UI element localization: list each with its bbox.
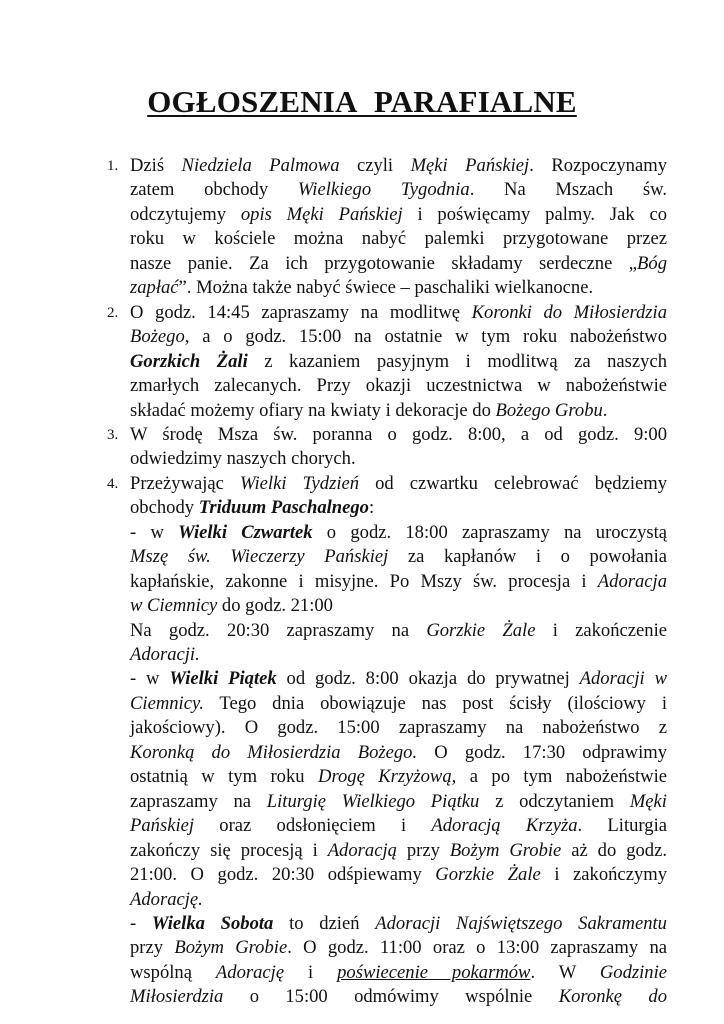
emphasis-text: Adoracją bbox=[327, 839, 397, 861]
text: ostatnią w tym roku bbox=[130, 766, 319, 788]
emphasis-text: Bożym Grobie bbox=[174, 937, 288, 959]
emphasis-text: poświecenie pokarmów bbox=[337, 961, 531, 983]
item-4-line bbox=[130, 643, 667, 667]
text: Dziś bbox=[130, 155, 182, 176]
emphasis-text: Adoracji w bbox=[579, 668, 667, 690]
emphasis-text: w Ciemnicy bbox=[130, 595, 218, 617]
item-4-line bbox=[130, 985, 667, 1009]
emphasis-text: Bożego bbox=[130, 326, 185, 348]
text: - w bbox=[130, 521, 179, 543]
emphasis-text: Adoracja bbox=[597, 570, 667, 592]
emphasis-text: Liturgię Wielkiego Piątku bbox=[266, 790, 480, 812]
text: nasze panie. Za ich przygotowanie składamy serdeczne „ bbox=[130, 252, 638, 274]
item-4-line bbox=[130, 741, 667, 765]
emphasis-text: Wielki Piątek bbox=[169, 668, 277, 690]
emphasis-text: Wielka Sobota bbox=[151, 912, 274, 934]
text: składać możemy ofiary na kwiaty i dekoracje do bbox=[130, 399, 496, 421]
emphasis-text: Męki Pańskiej bbox=[410, 155, 530, 176]
text: . Na Mszach św. bbox=[469, 179, 668, 201]
item-4-line bbox=[130, 765, 667, 789]
text: od godz. 8:00 okazja do prywatnej bbox=[276, 668, 580, 690]
emphasis-text: zapłać bbox=[130, 277, 179, 299]
emphasis-text: Adorację. bbox=[130, 888, 203, 910]
text: zatem obchody bbox=[130, 179, 298, 201]
item-4-line bbox=[130, 667, 667, 691]
emphasis-text: Bożym Grobie bbox=[449, 839, 562, 861]
emphasis-text: Pańskiej bbox=[130, 815, 195, 837]
item-2-line bbox=[130, 374, 667, 398]
text: zakończy się procesją i bbox=[130, 839, 328, 861]
item-2-line bbox=[130, 399, 667, 423]
item-1-line bbox=[130, 252, 667, 276]
title-text: OGŁOSZENIA PARAFIALNE bbox=[147, 84, 577, 119]
text: - bbox=[130, 912, 152, 934]
text: . W bbox=[530, 961, 600, 983]
text: i bbox=[284, 961, 338, 983]
emphasis-text: Triduum Paschalnego bbox=[198, 497, 369, 519]
item-number: 4. bbox=[107, 475, 119, 492]
text: . bbox=[602, 399, 608, 421]
item-number: 1. bbox=[107, 158, 119, 174]
item-4-line bbox=[130, 912, 667, 936]
text: O godz. 14:45 zapraszamy na modlitwę bbox=[130, 301, 472, 323]
text: to dzień bbox=[273, 912, 376, 934]
item-3-line bbox=[130, 423, 667, 447]
item-4-line bbox=[130, 814, 667, 838]
emphasis-text: Adoracji. bbox=[130, 644, 200, 665]
item-4-line bbox=[130, 521, 667, 545]
text: o 15:00 odmówimy wspólnie bbox=[223, 986, 559, 1008]
emphasis-text: Wielki Czwartek bbox=[178, 521, 313, 543]
emphasis-text: Koronki do Miłosierdzia bbox=[471, 301, 668, 323]
text: oraz odsłonięciem i bbox=[194, 815, 432, 837]
text: zapraszamy na bbox=[130, 790, 267, 812]
emphasis-text: Gorzkie Żale bbox=[435, 864, 541, 886]
text: , a o godz. 15:00 na ostatnie w tym roku nabożeństwo bbox=[184, 326, 667, 348]
item-4-line bbox=[130, 570, 667, 594]
emphasis-text: Mszę św. Wieczerzy Pańskiej bbox=[130, 546, 389, 568]
text: przy bbox=[396, 839, 450, 861]
text: wspólną bbox=[130, 961, 216, 983]
text: zmarłych zalecanych. Przy okazji uczestnictwa w nabożeństwie bbox=[130, 375, 667, 397]
item-1-line bbox=[130, 203, 667, 227]
emphasis-text: Bożego Grobu bbox=[495, 399, 603, 421]
emphasis-text: Drogę Krzyżową, bbox=[318, 766, 457, 788]
emphasis-text: Wielkiego Tygodnia bbox=[297, 179, 470, 201]
item-number: 2. bbox=[107, 304, 119, 321]
text: W środę Msza św. poranna o godz. 8:00, a od godz. 9:00 bbox=[130, 423, 667, 445]
item-2-line bbox=[130, 325, 667, 349]
text: i poświęcamy palmy. Jak co bbox=[402, 203, 668, 225]
text: od czwartku celebrować będziemy bbox=[359, 472, 668, 494]
text: do godz. 21:00 bbox=[217, 595, 333, 617]
text: z kazaniem pasyjnym i modlitwą za naszych bbox=[247, 350, 667, 372]
emphasis-text: Niedziela Palmowa bbox=[181, 155, 340, 176]
emphasis-text: Męki bbox=[629, 790, 667, 812]
emphasis-text: Gorzkich Żali bbox=[130, 350, 248, 372]
emphasis-text: Adorację bbox=[215, 961, 285, 983]
page-title bbox=[0, 84, 724, 120]
emphasis-text: Koronką do Miłosierdzia Bożego. bbox=[130, 741, 418, 763]
item-4-line bbox=[130, 594, 667, 618]
emphasis-text: Miłosierdzia bbox=[130, 986, 224, 1008]
text: odczytujemy bbox=[130, 203, 241, 225]
text: O godz. 17:30 odprawimy bbox=[417, 741, 667, 763]
text: Przeżywając bbox=[130, 472, 241, 494]
item-2-line bbox=[130, 350, 667, 374]
text: jakościowy). O godz. 15:00 zapraszamy na nabożeństwo z bbox=[130, 717, 667, 739]
item-4-line bbox=[130, 692, 667, 716]
text: obchody bbox=[130, 497, 199, 519]
text: o godz. 18:00 zapraszamy na uroczystą bbox=[312, 521, 668, 543]
text: - w bbox=[130, 668, 170, 690]
item-4-line bbox=[130, 619, 667, 643]
emphasis-text: Godzinie bbox=[599, 961, 668, 983]
text: roku w kościele można nabyć palemki przygotowane przez bbox=[130, 228, 667, 250]
item-4-line bbox=[130, 888, 667, 912]
text: aż do godz. bbox=[561, 839, 667, 861]
text: 21:00. O godz. 20:30 odśpiewamy bbox=[130, 864, 436, 886]
text: a po tym nabożeństwie bbox=[456, 766, 667, 788]
item-3-line bbox=[130, 447, 667, 471]
text: Na godz. 20:30 zapraszamy na bbox=[130, 619, 427, 641]
emphasis-text: Wielki Tydzień bbox=[240, 472, 360, 494]
item-4-line bbox=[130, 839, 667, 863]
emphasis-text: Koronkę do bbox=[558, 986, 667, 1008]
emphasis-text: Gorzkie Żale bbox=[426, 619, 536, 641]
item-1-line bbox=[130, 178, 667, 202]
item-2-line bbox=[130, 301, 667, 325]
item-4-line bbox=[130, 790, 667, 814]
text: : bbox=[368, 497, 375, 519]
emphasis-text: Adoracją Krzyża bbox=[431, 815, 578, 837]
text: Tego dnia obowiązuje nas post ścisły (ilościowy i bbox=[203, 692, 667, 714]
text: . O godz. 11:00 oraz o 13:00 zapraszamy na bbox=[287, 937, 668, 959]
item-4-line bbox=[130, 936, 667, 960]
item-4-line bbox=[130, 716, 667, 740]
text: . Rozpoczynamy bbox=[529, 155, 667, 176]
emphasis-text: opis Męki Pańskiej bbox=[240, 203, 403, 225]
emphasis-text: Ciemnicy. bbox=[130, 692, 204, 714]
text: i zakończymy bbox=[540, 864, 667, 886]
item-1-line bbox=[130, 227, 667, 251]
text: odwiedzimy naszych chorych. bbox=[130, 448, 356, 470]
text: ”. Można także nabyć świece – paschaliki wielkanocne. bbox=[178, 277, 594, 299]
item-number: 3. bbox=[107, 426, 119, 443]
text: czyli bbox=[339, 155, 411, 176]
item-1-line bbox=[130, 276, 667, 300]
text: z odczytaniem bbox=[479, 790, 630, 812]
item-4-line bbox=[130, 545, 667, 569]
item-4-line bbox=[130, 961, 667, 985]
item-1-line bbox=[130, 154, 667, 178]
item-4-line bbox=[130, 496, 667, 520]
text: za kapłanów i o powołania bbox=[388, 546, 668, 568]
emphasis-text: Bóg bbox=[637, 252, 667, 274]
text: kapłańskie, zakonne i misyjne. Po Mszy św. procesja i bbox=[130, 570, 598, 592]
text: i zakończenie bbox=[535, 619, 667, 641]
item-4-line bbox=[130, 472, 667, 496]
emphasis-text: Adoracji Najświętszego Sakramentu bbox=[375, 912, 667, 934]
text: przy bbox=[130, 937, 175, 959]
item-4-line bbox=[130, 863, 667, 887]
text: . Liturgia bbox=[577, 815, 667, 837]
